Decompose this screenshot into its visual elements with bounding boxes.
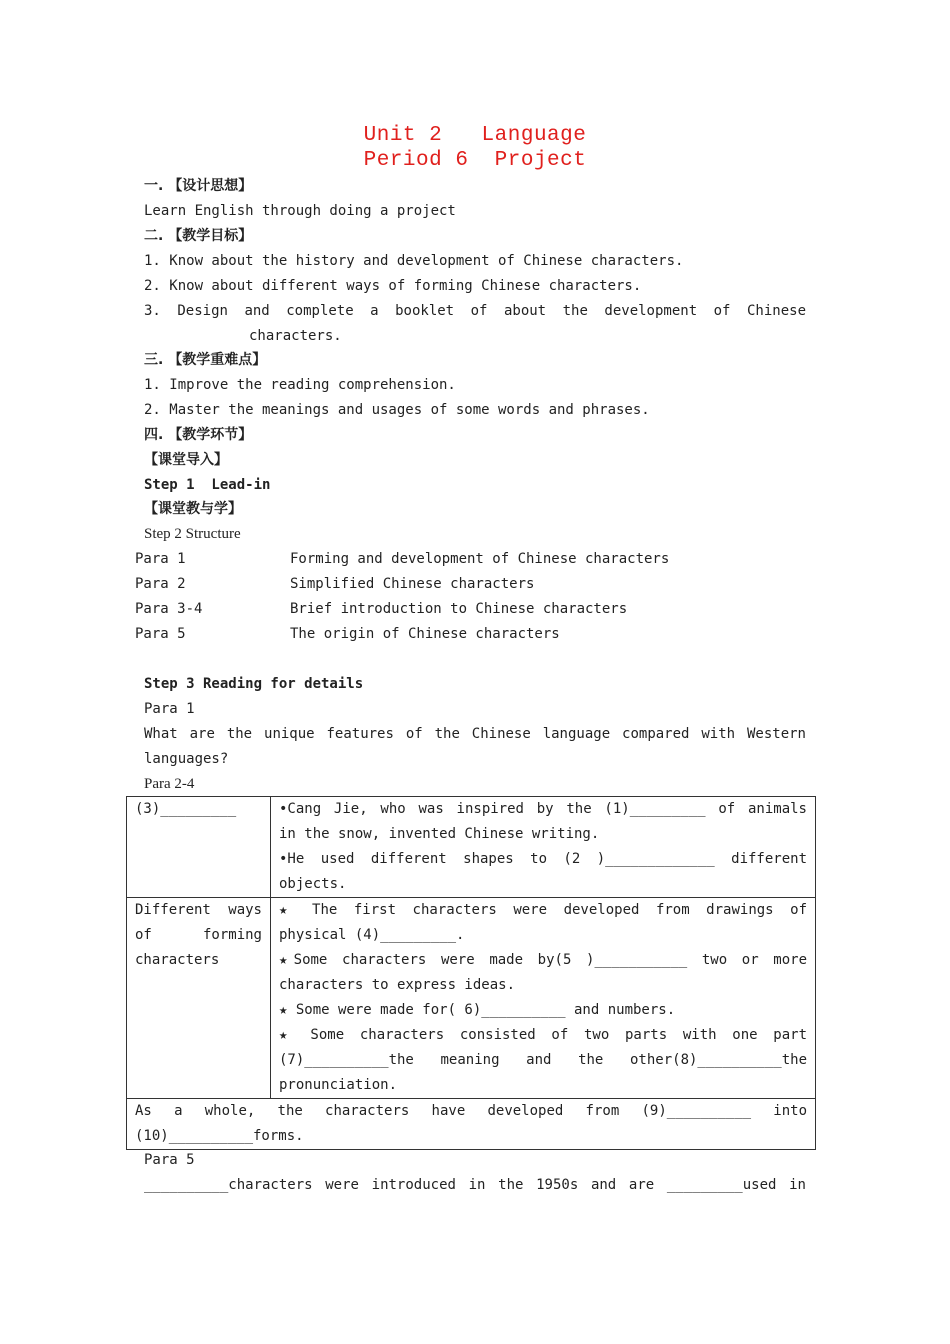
cell-text: (7)__________the meaning and the other(8)__________the	[279, 1052, 807, 1068]
structure-desc: Forming and development of Chinese characters	[290, 551, 670, 567]
para-1-question: What are the unique features of the Chinese language compared with Western	[144, 726, 806, 742]
para-1-label: Para 1	[144, 701, 195, 717]
cell-text: of forming	[135, 927, 262, 943]
table-cell	[127, 1099, 816, 1150]
table-cell	[127, 898, 271, 1099]
table-cell	[127, 797, 271, 898]
table-row	[127, 1099, 816, 1150]
structure-para: Para 2	[135, 576, 186, 592]
cell-text: •Cang Jie, who was inspired by the (1)_________ of animals	[279, 801, 807, 817]
keypoint-item: 1. Improve the reading comprehension.	[144, 377, 456, 393]
cell-text: As a whole, the characters have developed from (9)__________ into	[135, 1103, 807, 1119]
structure-para: Para 3-4	[135, 601, 203, 617]
details-table	[126, 796, 816, 1150]
structure-desc: Simplified Chinese characters	[290, 576, 535, 592]
cell-text: Different ways	[135, 902, 262, 918]
step-3-heading: Step 3 Reading for details	[144, 676, 364, 692]
table-row	[127, 797, 816, 898]
table-cell	[271, 898, 816, 1099]
para-5-text: __________characters were introduced in the 1950s and are _________used in	[144, 1177, 806, 1193]
cell-text: ★Some characters were made by(5 )___________ two or more	[279, 952, 807, 968]
title-line-2: Period 6 Project	[363, 149, 587, 172]
step-1-heading: Step 1 Lead-in	[144, 477, 271, 493]
section-1-text: Learn English through doing a project	[144, 203, 456, 219]
para-5-label: Para 5	[144, 1152, 195, 1168]
cell-text: physical (4)_________.	[279, 927, 465, 943]
table-cell	[271, 797, 816, 898]
structure-desc: The origin of Chinese characters	[290, 626, 560, 642]
cell-text: ★ Some characters consisted of two parts with one part	[279, 1027, 807, 1043]
step-2-heading: Step 2 Structure	[144, 526, 241, 542]
lead-in-heading: 【课堂导入】	[144, 452, 228, 468]
cell-text: (10)__________forms.	[135, 1128, 304, 1144]
objective-item-continuation: characters.	[249, 328, 342, 344]
para-1-question-continuation: languages?	[144, 751, 229, 767]
section-2-heading: 二. 【教学目标】	[144, 228, 253, 244]
cell-text: ★ Some were made for( 6)__________ and numbers.	[279, 1002, 676, 1018]
objective-item: 1. Know about the history and development of Chinese characters.	[144, 253, 684, 269]
blank-3: (3)_________	[135, 801, 237, 817]
table-row	[127, 898, 816, 1099]
section-4-heading: 四. 【教学环节】	[144, 427, 253, 443]
cell-text: characters	[135, 952, 220, 968]
section-3-heading: 三. 【教学重难点】	[144, 352, 267, 368]
cell-text: ★ The first characters were developed from drawings of	[279, 902, 807, 918]
section-1-heading: 一. 【设计思想】	[144, 178, 253, 194]
structure-desc: Brief introduction to Chinese characters	[290, 601, 628, 617]
title-line-1: Unit 2 Language	[363, 124, 587, 147]
structure-para: Para 1	[135, 551, 186, 567]
cell-text: objects.	[279, 876, 347, 892]
para-2-4-label: Para 2-4	[144, 776, 195, 792]
cell-text: pronunciation.	[279, 1077, 398, 1093]
objective-item: 3. Design and complete a booklet of about the development of Chinese	[144, 303, 806, 319]
cell-text: characters to express ideas.	[279, 977, 516, 993]
structure-para: Para 5	[135, 626, 186, 642]
cell-text: in the snow, invented Chinese writing.	[279, 826, 600, 842]
keypoint-item: 2. Master the meanings and usages of some words and phrases.	[144, 402, 650, 418]
teaching-heading: 【课堂教与学】	[144, 501, 242, 517]
cell-text: •He used different shapes to (2 )_____________ different	[279, 851, 807, 867]
objective-item: 2. Know about different ways of forming Chinese characters.	[144, 278, 642, 294]
